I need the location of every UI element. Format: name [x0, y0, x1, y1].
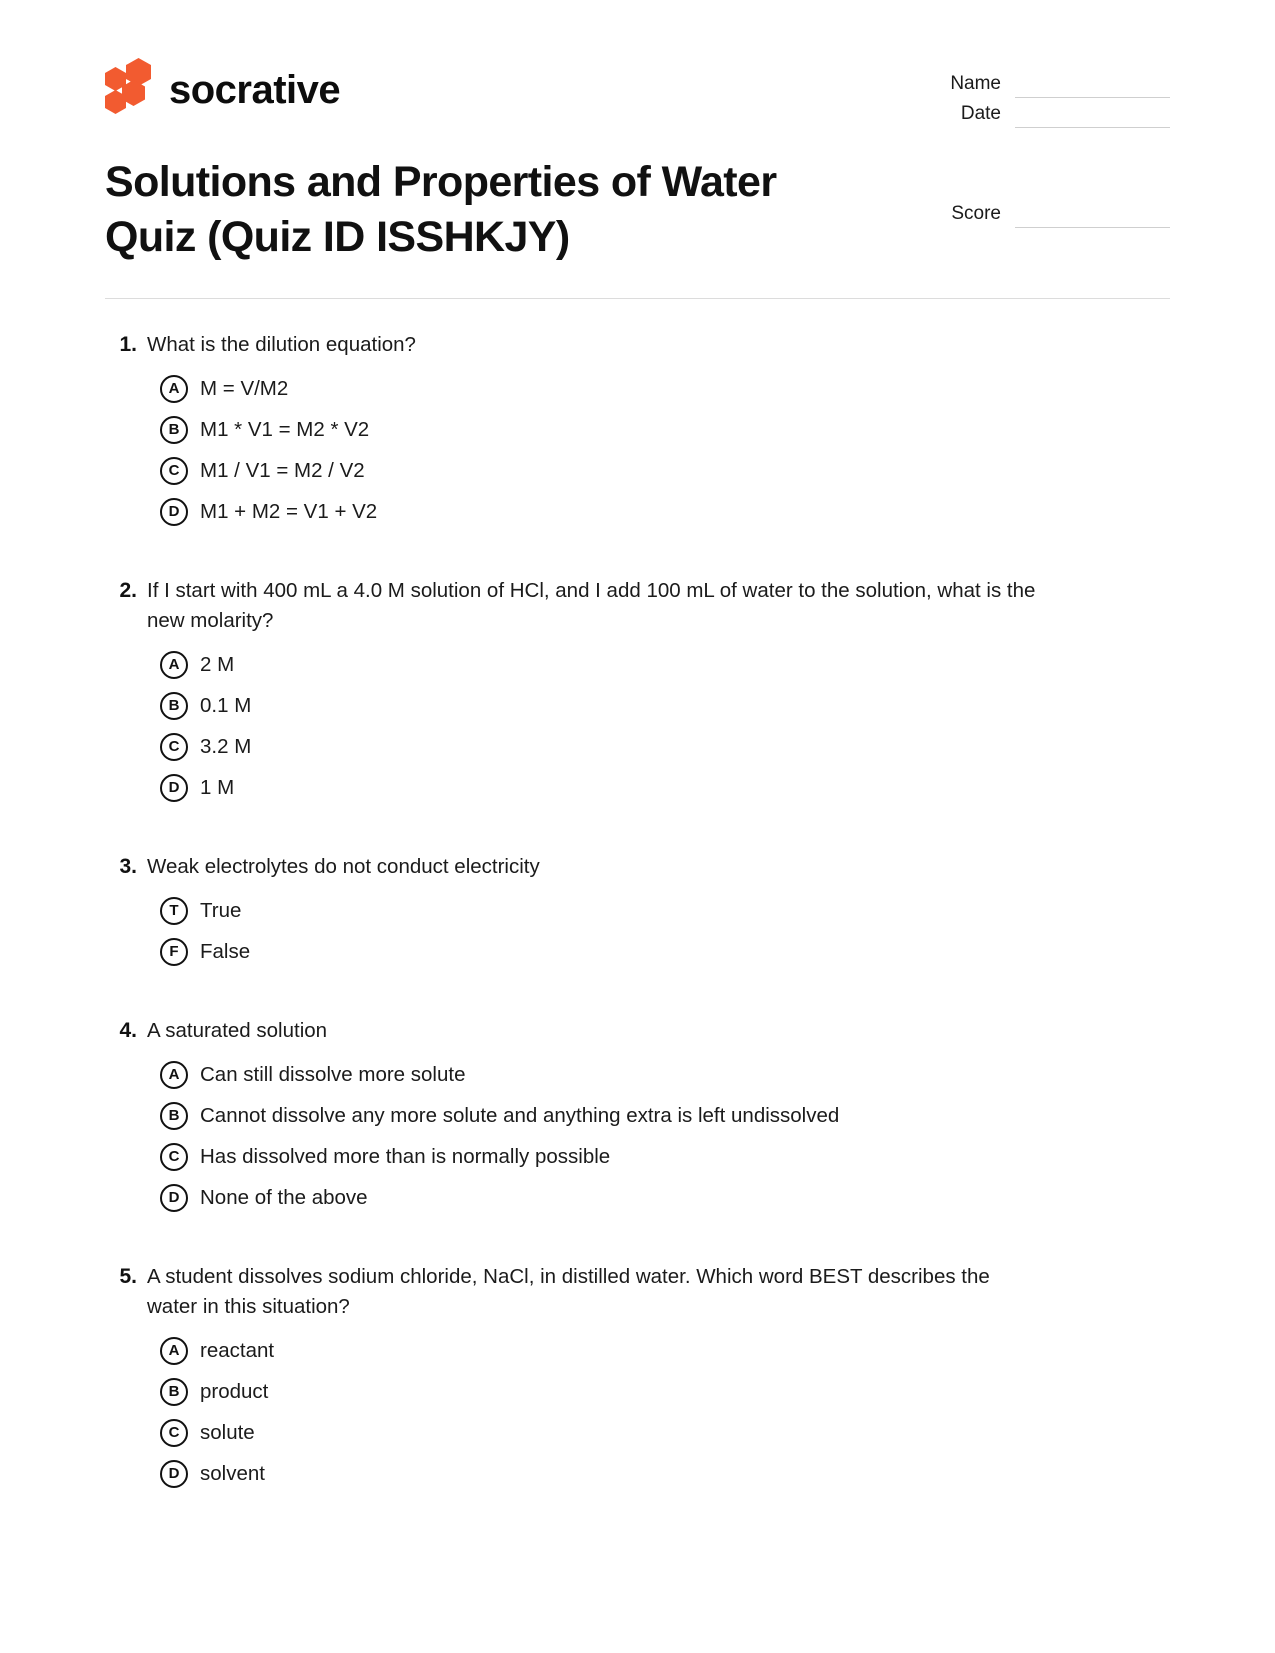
option-letter-circle[interactable]: A: [160, 1061, 188, 1089]
option-letter-circle[interactable]: B: [160, 1102, 188, 1130]
option-text: None of the above: [200, 1185, 368, 1209]
option-letter-circle[interactable]: C: [160, 733, 188, 761]
option-text: M1 + M2 = V1 + V2: [200, 499, 378, 523]
option-text: True: [200, 898, 242, 922]
option-text: solute: [200, 1420, 255, 1444]
option-letter-circle[interactable]: D: [160, 1460, 188, 1488]
answer-option[interactable]: [105, 1412, 1170, 1453]
student-info-fields: [920, 68, 1170, 228]
answer-option[interactable]: [105, 368, 1170, 409]
option-letter-circle[interactable]: A: [160, 1337, 188, 1365]
question-text: What is the dilution equation?: [147, 333, 416, 356]
answer-options: [105, 1330, 1170, 1494]
option-text: Has dissolved more than is normally possible: [200, 1144, 611, 1168]
answer-option[interactable]: [105, 450, 1170, 491]
answer-option[interactable]: [105, 726, 1170, 767]
answer-option[interactable]: [105, 644, 1170, 685]
answer-option[interactable]: [105, 409, 1170, 450]
option-text: Can still dissolve more solute: [200, 1062, 466, 1086]
question-text: A student dissolves sodium chloride, NaCl, in distilled water. Which word BEST describes the water in this situation?: [147, 1265, 990, 1318]
option-letter-circle[interactable]: C: [160, 1419, 188, 1447]
option-text: M = V/M2: [200, 376, 289, 400]
header-divider: [105, 298, 1170, 299]
option-letter-circle[interactable]: B: [160, 692, 188, 720]
brand-name: socrative: [169, 68, 341, 112]
answer-option[interactable]: [105, 1453, 1170, 1494]
name-input-line[interactable]: [1015, 76, 1170, 98]
answer-option[interactable]: [105, 1330, 1170, 1371]
answer-option[interactable]: [105, 491, 1170, 532]
score-input-line[interactable]: [1015, 206, 1170, 228]
answer-option[interactable]: [105, 1371, 1170, 1412]
page-header: [0, 0, 1275, 300]
option-letter-circle[interactable]: T: [160, 897, 188, 925]
option-letter-circle[interactable]: F: [160, 938, 188, 966]
option-letter-circle[interactable]: C: [160, 457, 188, 485]
answer-options: [105, 644, 1170, 808]
answer-option[interactable]: [105, 931, 1170, 972]
question-number: 4.: [119, 1019, 137, 1042]
option-text: False: [200, 939, 251, 963]
question-number: 1.: [119, 333, 137, 356]
option-text: product: [200, 1379, 269, 1403]
answer-option[interactable]: [105, 1095, 1170, 1136]
answer-option[interactable]: [105, 1177, 1170, 1218]
question-header: [105, 1016, 1170, 1046]
option-text: 2 M: [200, 652, 235, 676]
option-text: 1 M: [200, 775, 235, 799]
question-block: [105, 576, 1170, 808]
option-letter-circle[interactable]: D: [160, 498, 188, 526]
option-letter-circle[interactable]: A: [160, 375, 188, 403]
name-field-row: [920, 68, 1170, 98]
question-header: [105, 852, 1170, 882]
option-letter-circle[interactable]: C: [160, 1143, 188, 1171]
question-block: [105, 1016, 1170, 1218]
date-label: Date: [960, 103, 1001, 124]
name-label: Name: [950, 73, 1001, 94]
question-text: Weak electrolytes do not conduct electricity: [147, 855, 540, 878]
question-header: [105, 576, 1170, 636]
question-header: [105, 1262, 1170, 1322]
option-letter-circle[interactable]: B: [160, 416, 188, 444]
score-label: Score: [951, 203, 1001, 224]
option-text: 0.1 M: [200, 693, 252, 717]
option-text: M1 * V1 = M2 * V2: [200, 417, 370, 441]
option-letter-circle[interactable]: D: [160, 1184, 188, 1212]
option-text: reactant: [200, 1338, 275, 1362]
answer-options: [105, 368, 1170, 532]
score-field-row: [920, 198, 1170, 228]
answer-option[interactable]: [105, 1136, 1170, 1177]
question-number: 2.: [119, 579, 137, 602]
option-text: 3.2 M: [200, 734, 252, 758]
answer-option[interactable]: [105, 685, 1170, 726]
option-text: M1 / V1 = M2 / V2: [200, 458, 365, 482]
option-letter-circle[interactable]: A: [160, 651, 188, 679]
question-block: [105, 852, 1170, 972]
answer-option[interactable]: [105, 1054, 1170, 1095]
question-number: 5.: [119, 1265, 137, 1288]
question-header: [105, 330, 1170, 360]
question-number: 3.: [119, 855, 137, 878]
option-text: solvent: [200, 1461, 265, 1485]
page-title: Solutions and Properties of Water Quiz (Quiz ID ISSHKJY): [105, 158, 777, 262]
questions-list: [0, 330, 1275, 1494]
question-block: [105, 330, 1170, 532]
date-field-row: [920, 98, 1170, 128]
option-text: Cannot dissolve any more solute and anything extra is left undissolved: [200, 1103, 840, 1127]
date-input-line[interactable]: [1015, 106, 1170, 128]
answer-option[interactable]: [105, 890, 1170, 931]
hexagon-cluster-icon: [105, 65, 153, 115]
option-letter-circle[interactable]: B: [160, 1378, 188, 1406]
option-letter-circle[interactable]: D: [160, 774, 188, 802]
answer-options: [105, 1054, 1170, 1218]
answer-options: [105, 890, 1170, 972]
question-block: [105, 1262, 1170, 1494]
answer-option[interactable]: [105, 767, 1170, 808]
question-text: A saturated solution: [147, 1019, 328, 1042]
question-text: If I start with 400 mL a 4.0 M solution of HCl, and I add 100 mL of water to the solution, what is the new molarity?: [147, 579, 1036, 632]
